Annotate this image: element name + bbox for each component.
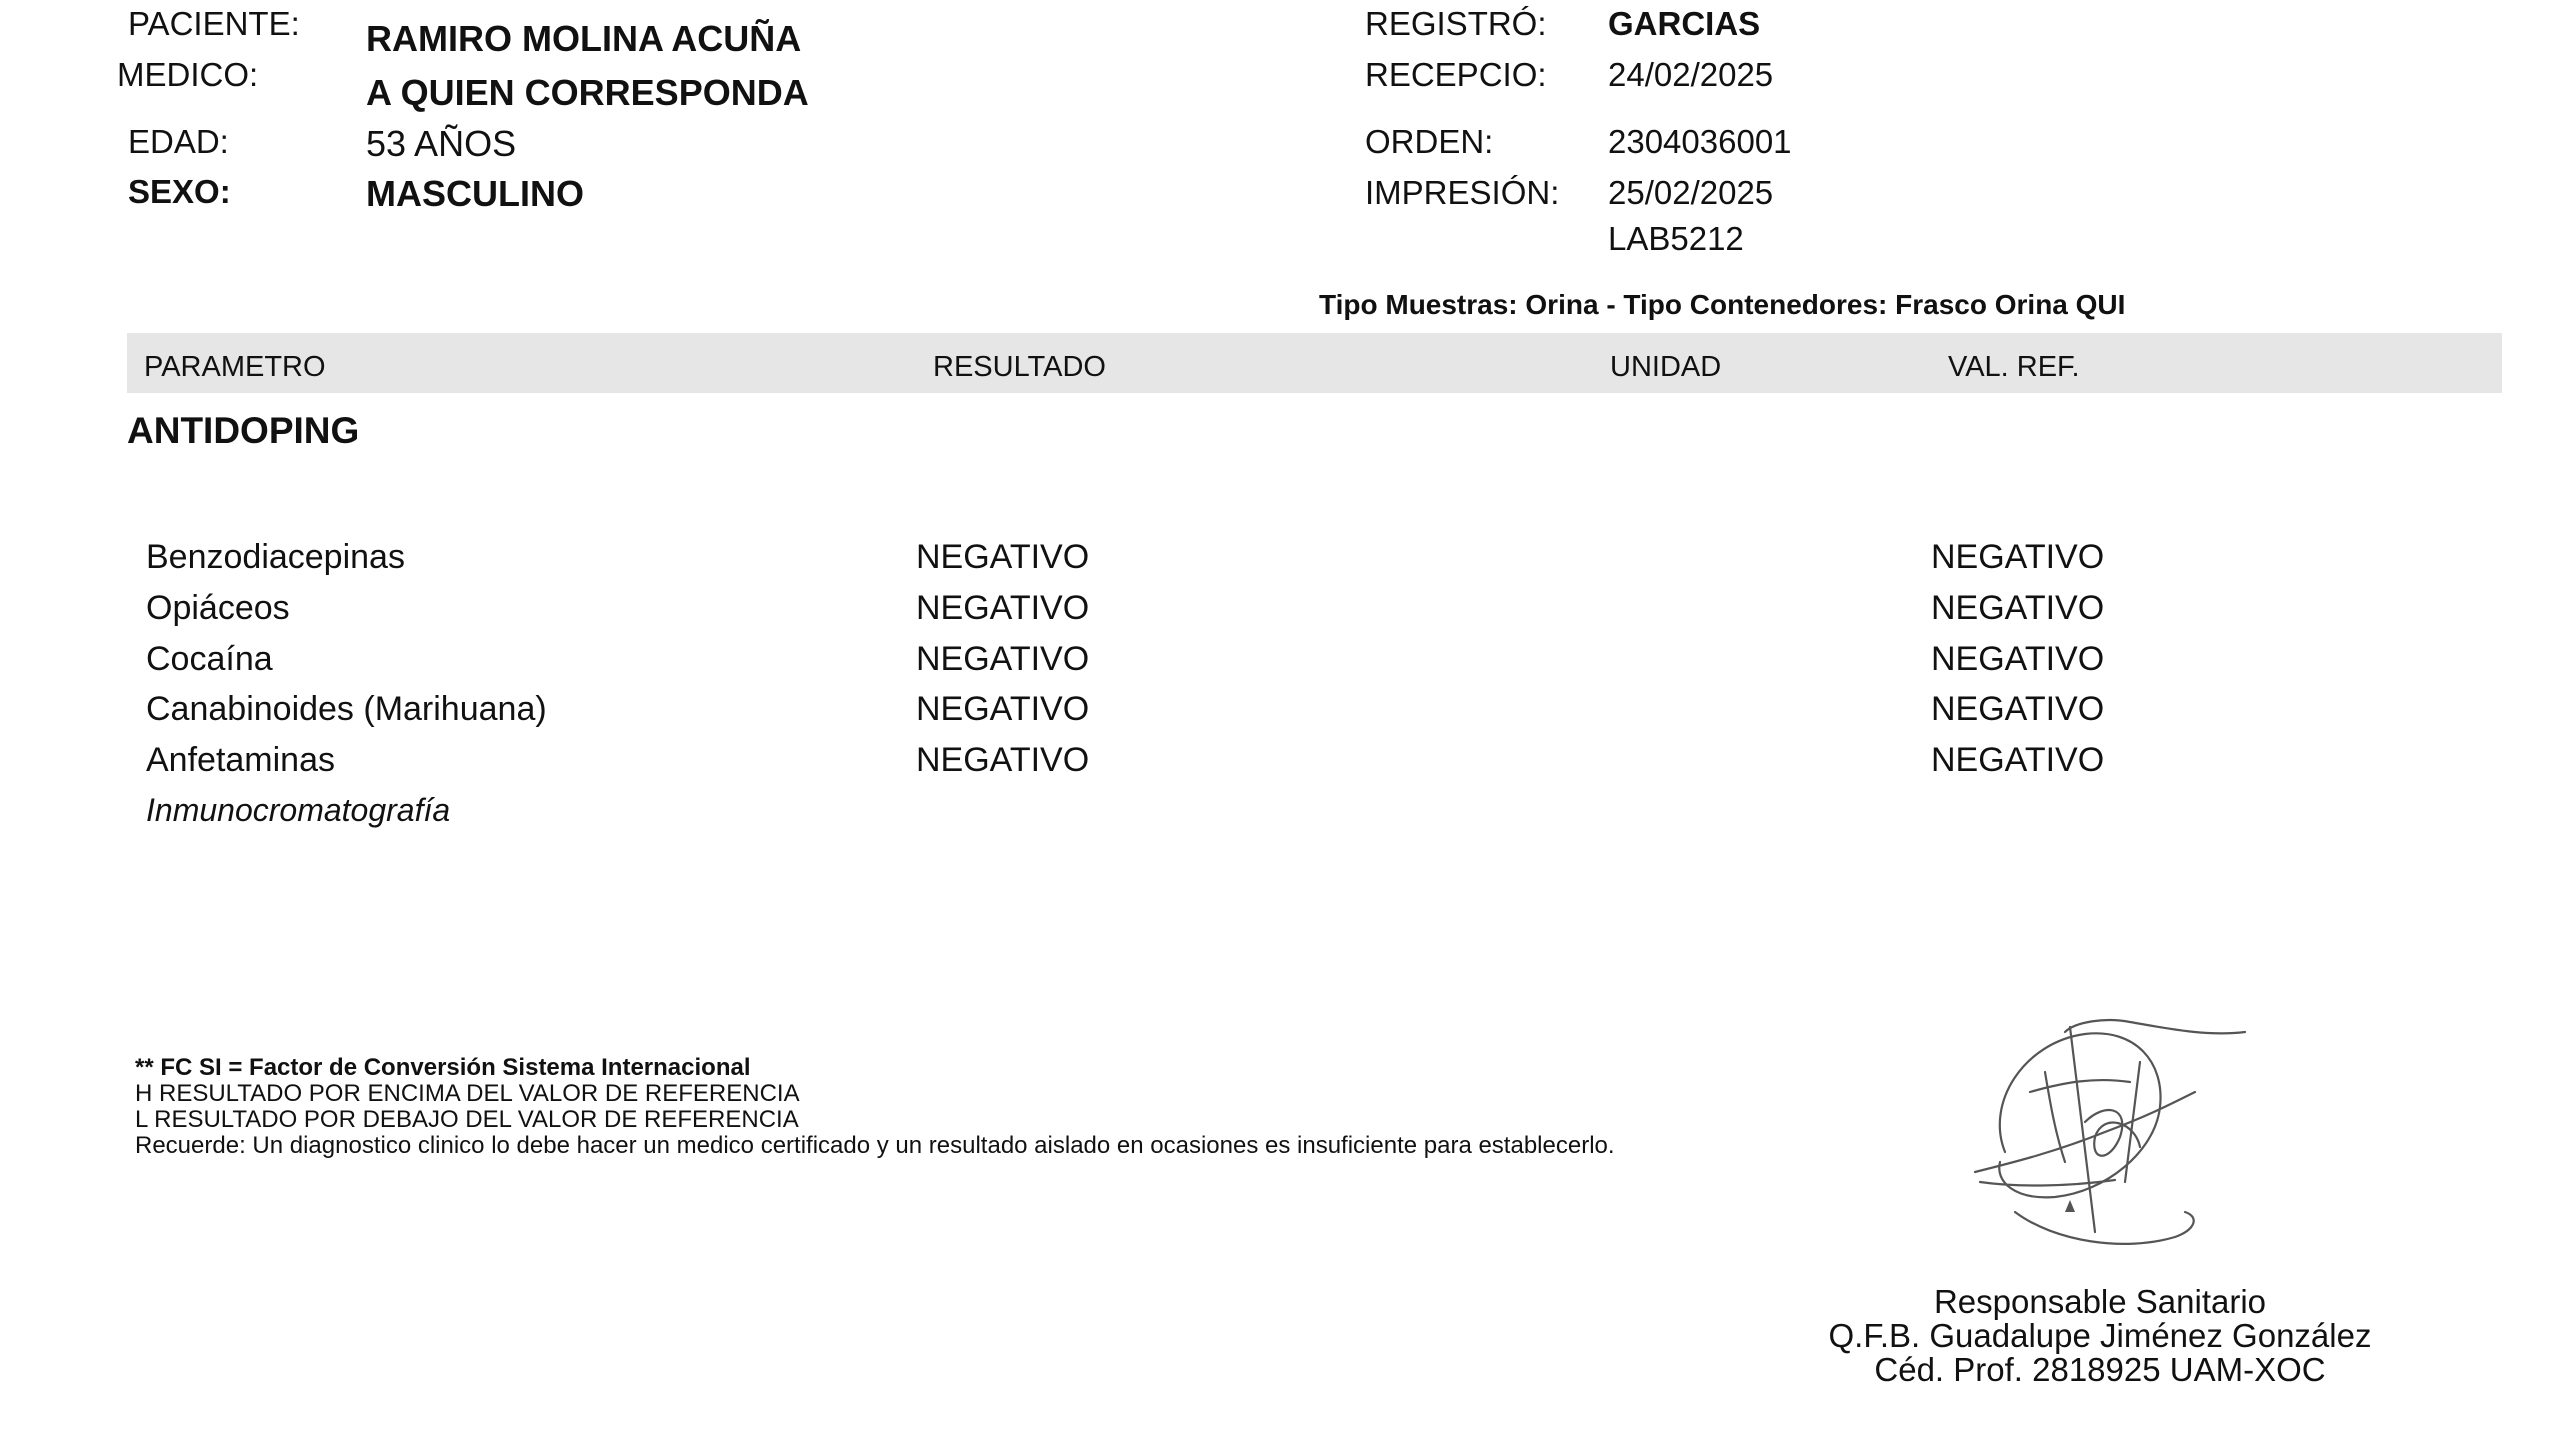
age-value: 53 AÑOS — [366, 123, 517, 164]
footnote-disclaimer: Recuerde: Un diagnostico clinico lo debe hacer un medico certificado y un resultado aislado en ocasiones es insuficiente para establecerlo. — [135, 1132, 1615, 1159]
result-value: NEGATIVO — [916, 589, 1090, 627]
reference-value: NEGATIVO — [1931, 690, 2105, 728]
result-value: NEGATIVO — [916, 640, 1090, 678]
parameter-name: Anfetaminas — [146, 741, 335, 779]
responsible-license: Céd. Prof. 2818925 UAM-XOC — [1874, 1351, 2326, 1388]
reference-value: NEGATIVO — [1931, 538, 2105, 576]
footnote-high: H RESULTADO POR ENCIMA DEL VALOR DE REFERENCIA — [135, 1080, 800, 1107]
sex-label: SEXO: — [128, 173, 231, 210]
parameter-name: Opiáceos — [146, 589, 290, 627]
method-note: Inmunocromatografía — [146, 792, 451, 828]
registered-label: REGISTRÓ: — [1365, 5, 1547, 42]
result-value: NEGATIVO — [916, 690, 1090, 728]
parameter-name: Canabinoides (Marihuana) — [146, 690, 547, 728]
result-value: NEGATIVO — [916, 538, 1090, 576]
column-header-parameter: PARAMETRO — [144, 351, 326, 383]
footnote-low: L RESULTADO POR DEBAJO DEL VALOR DE REFERENCIA — [135, 1106, 799, 1133]
footnotes — [135, 1055, 1615, 1159]
reference-value: NEGATIVO — [1931, 741, 2105, 779]
patient-name: RAMIRO MOLINA ACUÑA — [366, 18, 802, 59]
responsible-title: Responsable Sanitario — [1933, 1283, 2267, 1320]
parameter-name: Benzodiacepinas — [146, 538, 405, 576]
parameter-name: Cocaína — [146, 640, 273, 678]
patient-label: PACIENTE: — [128, 5, 300, 42]
column-header-result: RESULTADO — [933, 351, 1106, 383]
printed-label: IMPRESIÓN: — [1365, 174, 1560, 211]
responsible-block — [1800, 1285, 2400, 1387]
order-number: 2304036001 — [1608, 123, 1792, 160]
age-label: EDAD: — [128, 123, 229, 160]
signature-image — [1955, 1012, 2255, 1262]
order-label: ORDEN: — [1365, 123, 1494, 160]
printed-value: 25/02/2025 — [1608, 174, 1774, 211]
footnote-conversion: ** FC SI = Factor de Conversión Sistema Internacional — [135, 1054, 751, 1081]
registered-value: GARCIAS — [1608, 5, 1761, 42]
result-value: NEGATIVO — [916, 741, 1090, 779]
sex-value: MASCULINO — [366, 173, 584, 214]
lab-code: LAB5212 — [1608, 220, 1744, 257]
doctor-label: MEDICO: — [117, 56, 259, 93]
received-label: RECEPCIO: — [1365, 56, 1547, 93]
column-header-reference: VAL. REF. — [1948, 351, 2080, 383]
sample-types: Tipo Muestras: Orina - Tipo Contenedores: Frasco Orina QUI — [1319, 289, 2126, 320]
section-title: ANTIDOPING — [127, 410, 360, 451]
responsible-name: Q.F.B. Guadalupe Jiménez González — [1828, 1317, 2372, 1354]
reference-value: NEGATIVO — [1931, 640, 2105, 678]
column-header-unit: UNIDAD — [1610, 351, 1722, 383]
reference-value: NEGATIVO — [1931, 589, 2105, 627]
table-header-bar — [127, 333, 2502, 393]
received-value: 24/02/2025 — [1608, 56, 1774, 93]
doctor-name: A QUIEN CORRESPONDA — [366, 72, 809, 113]
